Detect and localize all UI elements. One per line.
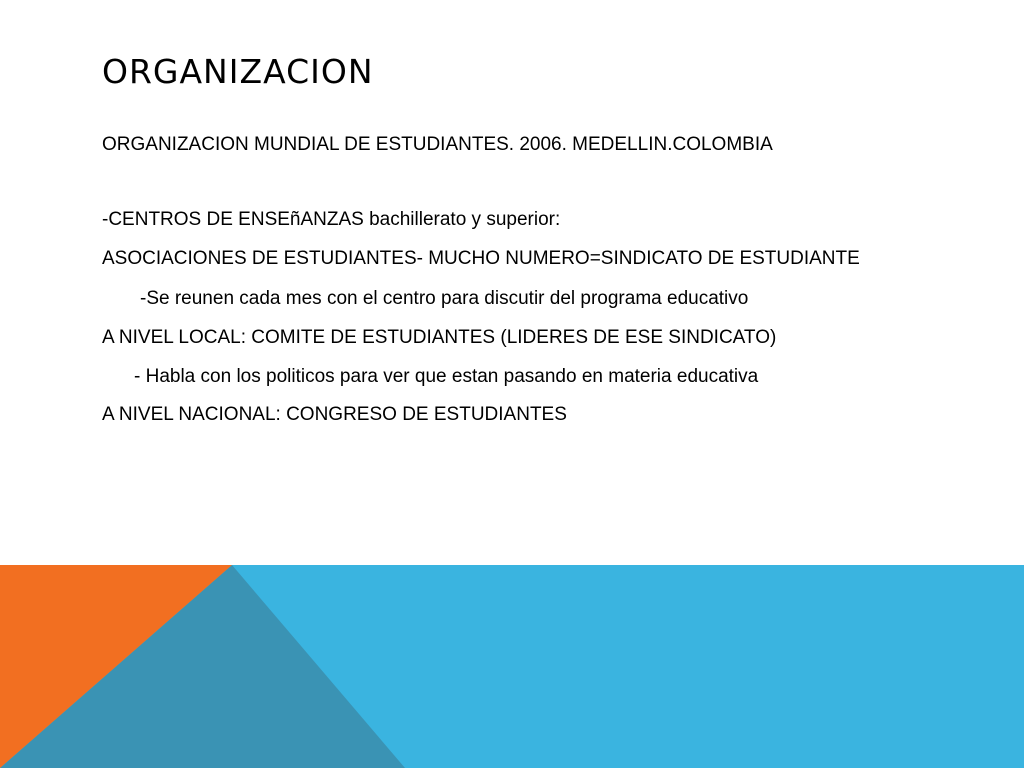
- footer-shapes-graphic: [0, 565, 1024, 768]
- body-line-reunen: -Se reunen cada mes con el centro para discutir del programa educativo: [140, 288, 749, 309]
- body-line-nivel-local: A NIVEL LOCAL: COMITE DE ESTUDIANTES (LIDERES DE ESE SINDICATO): [102, 327, 777, 348]
- body-line-centros: -CENTROS DE ENSEñANZAS bachillerato y superior:: [102, 209, 561, 230]
- slide-title: ORGANIZACION: [102, 52, 374, 91]
- body-line-asociaciones: ASOCIACIONES DE ESTUDIANTES- MUCHO NUMERO=SINDICATO DE ESTUDIANTE: [102, 248, 860, 269]
- body-line-nivel-nacional: A NIVEL NACIONAL: CONGRESO DE ESTUDIANTES: [102, 404, 567, 425]
- decorative-footer: [0, 565, 1024, 768]
- body-line-politicos: - Habla con los politicos para ver que estan pasando en materia educativa: [134, 366, 759, 387]
- body-line-organization: ORGANIZACION MUNDIAL DE ESTUDIANTES. 2006. MEDELLIN.COLOMBIA: [102, 134, 773, 155]
